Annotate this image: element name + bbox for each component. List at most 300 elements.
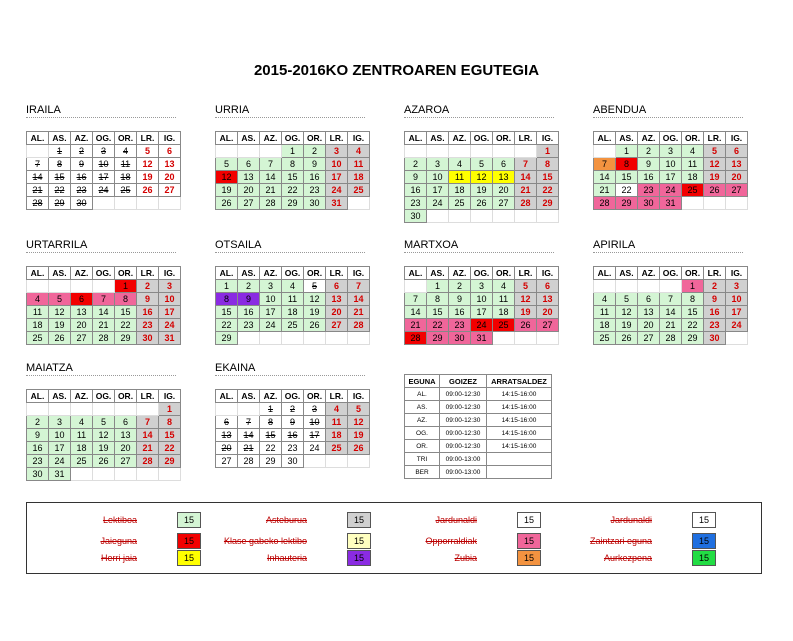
weekday-header: AS. [616,267,638,280]
day-cell: 21 [260,184,282,197]
day-cell: 12 [704,158,726,171]
month-table [404,266,559,345]
day-cell: 24 [159,319,181,332]
day-cell: 16 [449,306,471,319]
schedule-cell: 09:00-12:30 [440,427,487,440]
day-cell: 2 [304,145,326,158]
day-cell: 27 [537,319,559,332]
day-cell: 20 [71,319,93,332]
empty-cell [427,145,449,158]
day-cell: 2 [238,280,260,293]
day-cell: 11 [493,293,515,306]
weekday-header: LR. [137,390,159,403]
day-cell: 6 [238,158,260,171]
weekday-header: AL. [594,267,616,280]
day-cell: 3 [427,158,449,171]
day-cell: 21 [594,184,616,197]
weekday-header: AZ. [449,267,471,280]
day-cell: 7 [348,280,370,293]
day-cell: 13 [238,171,260,184]
legend-swatch: 15 [347,512,371,528]
day-cell: 10 [427,171,449,184]
legend-label: Herri jaia [100,553,137,563]
month-name: ABENDUA [593,103,743,118]
day-cell: 11 [449,171,471,184]
empty-cell [260,332,282,345]
day-cell: 19 [216,184,238,197]
day-cell: 4 [115,145,137,158]
empty-cell [27,145,49,158]
day-cell: 24 [427,197,449,210]
weekday-header: OR. [304,267,326,280]
day-cell: 4 [594,293,616,306]
day-cell: 13 [159,158,181,171]
day-cell: 23 [304,184,326,197]
day-cell: 31 [660,197,682,210]
day-cell: 29 [216,332,238,345]
day-cell: 15 [537,171,559,184]
day-cell: 3 [260,280,282,293]
empty-cell [238,332,260,345]
day-cell: 15 [159,429,181,442]
schedule-cell: 09:00-12:30 [440,414,487,427]
day-cell: 5 [704,145,726,158]
day-cell: 18 [682,171,704,184]
day-cell: 11 [27,306,49,319]
day-cell: 7 [660,293,682,306]
empty-cell [216,403,238,416]
month-urria [215,103,375,210]
day-cell: 5 [515,280,537,293]
legend-label: Jardunaldi [610,515,652,525]
schedule-cell: AS. [405,401,440,414]
month-name: AZAROA [404,103,554,118]
weekday-header: LR. [515,132,537,145]
schedule-cell: 14:15-16:00 [487,414,552,427]
day-cell: 9 [638,158,660,171]
day-cell: 27 [159,184,181,197]
day-cell: 10 [93,158,115,171]
day-cell: 24 [49,455,71,468]
day-cell: 28 [93,332,115,345]
schedule-cell: 14:15-16:00 [487,427,552,440]
day-cell: 17 [471,306,493,319]
day-cell: 13 [638,306,660,319]
day-cell: 14 [515,171,537,184]
weekday-header: AL. [216,132,238,145]
weekday-header: OG. [282,132,304,145]
day-cell: 5 [216,158,238,171]
weekday-header: OG. [660,267,682,280]
schedule-cell: BER [405,466,440,479]
empty-cell [282,332,304,345]
empty-cell [115,468,137,481]
day-cell: 3 [726,280,748,293]
day-cell: 3 [304,403,326,416]
day-cell: 8 [616,158,638,171]
empty-cell [137,468,159,481]
day-cell: 22 [282,184,304,197]
day-cell: 30 [304,197,326,210]
day-cell: 4 [493,280,515,293]
schedule-cell: 09:00-12:30 [440,440,487,453]
day-cell: 11 [115,158,137,171]
weekday-header: AS. [238,132,260,145]
day-cell: 16 [71,171,93,184]
empty-cell [216,145,238,158]
weekday-header: OR. [115,267,137,280]
schedule-cell: 09:00-12:30 [440,401,487,414]
day-cell: 12 [616,306,638,319]
empty-cell [49,403,71,416]
day-cell: 26 [93,455,115,468]
schedule-cell: TRI [405,453,440,466]
day-cell: 16 [638,171,660,184]
day-cell: 7 [238,416,260,429]
day-cell: 26 [216,197,238,210]
day-cell: 9 [137,293,159,306]
weekday-header: AS. [49,390,71,403]
empty-cell [304,332,326,345]
day-cell: 11 [594,306,616,319]
day-cell: 13 [326,293,348,306]
day-cell: 20 [216,442,238,455]
schedule-cell [487,466,552,479]
day-cell: 15 [682,306,704,319]
month-table [404,131,559,223]
weekday-header: AS. [427,132,449,145]
day-cell: 16 [282,429,304,442]
day-cell: 22 [682,319,704,332]
month-table [26,266,181,345]
weekday-header: OR. [115,390,137,403]
weekday-header: AS. [616,132,638,145]
day-cell: 26 [348,442,370,455]
day-cell: 17 [93,171,115,184]
day-cell: 7 [405,293,427,306]
day-cell: 20 [238,184,260,197]
day-cell: 6 [216,416,238,429]
day-cell: 7 [27,158,49,171]
day-cell: 16 [27,442,49,455]
day-cell: 26 [704,184,726,197]
weekday-header: LR. [137,132,159,145]
day-cell: 20 [537,306,559,319]
day-cell: 9 [405,171,427,184]
day-cell: 1 [282,145,304,158]
month-otsaila [215,238,375,345]
empty-cell [449,210,471,223]
day-cell: 6 [493,158,515,171]
empty-cell [115,403,137,416]
day-cell: 24 [260,319,282,332]
day-cell: 1 [537,145,559,158]
weekday-header: AL. [27,132,49,145]
day-cell: 21 [137,442,159,455]
day-cell: 17 [49,442,71,455]
weekday-header: AS. [49,267,71,280]
day-cell: 28 [348,319,370,332]
month-name: IRAILA [26,103,176,118]
weekday-header: OG. [93,267,115,280]
day-cell: 15 [115,306,137,319]
empty-cell [348,332,370,345]
weekday-header: OR. [493,132,515,145]
weekday-header: AL. [405,132,427,145]
day-cell: 27 [493,197,515,210]
day-cell: 18 [326,429,348,442]
day-cell: 19 [348,429,370,442]
day-cell: 28 [515,197,537,210]
day-cell: 21 [515,184,537,197]
schedule-cell: 14:15-16:00 [487,440,552,453]
day-cell: 12 [304,293,326,306]
day-cell: 18 [449,184,471,197]
empty-cell [515,210,537,223]
empty-cell [405,145,427,158]
day-cell: 29 [537,197,559,210]
day-cell: 7 [260,158,282,171]
day-cell: 22 [159,442,181,455]
legend-swatch: 15 [692,533,716,549]
day-cell: 3 [326,145,348,158]
empty-cell [493,145,515,158]
weekday-header: IG. [348,132,370,145]
legend-swatch: 15 [517,533,541,549]
day-cell: 31 [326,197,348,210]
month-ekaina [215,361,375,468]
day-cell: 22 [427,319,449,332]
empty-cell [137,403,159,416]
day-cell: 12 [471,171,493,184]
month-table [593,131,748,210]
schedule-cell: 14:15-16:00 [487,401,552,414]
day-cell: 14 [348,293,370,306]
empty-cell [27,403,49,416]
legend-label: Klase gabeko lektibo [223,536,307,546]
weekday-header: LR. [137,267,159,280]
day-cell: 25 [115,184,137,197]
day-cell: 1 [616,145,638,158]
day-cell: 27 [326,319,348,332]
day-cell: 9 [238,293,260,306]
day-cell: 9 [304,158,326,171]
day-cell: 19 [515,306,537,319]
day-cell: 23 [449,319,471,332]
month-table [26,131,181,210]
weekday-header: AL. [216,390,238,403]
day-cell: 16 [304,171,326,184]
day-cell: 28 [137,455,159,468]
empty-cell [326,332,348,345]
day-cell: 10 [49,429,71,442]
day-cell: 5 [348,403,370,416]
day-cell: 25 [594,332,616,345]
day-cell: 16 [137,306,159,319]
day-cell: 2 [27,416,49,429]
day-cell: 26 [471,197,493,210]
day-cell: 25 [326,442,348,455]
empty-cell [638,280,660,293]
legend-label: Jaieguna [100,536,137,546]
day-cell: 14 [260,171,282,184]
day-cell: 13 [493,171,515,184]
day-cell: 21 [93,319,115,332]
weekday-header: OG. [93,390,115,403]
day-cell: 21 [238,442,260,455]
day-cell: 26 [515,319,537,332]
day-cell: 8 [159,416,181,429]
weekday-header: IG. [348,390,370,403]
day-cell: 31 [159,332,181,345]
day-cell: 4 [282,280,304,293]
day-cell: 19 [704,171,726,184]
weekday-header: LR. [704,267,726,280]
month-table [215,389,370,468]
day-cell: 25 [282,319,304,332]
day-cell: 21 [27,184,49,197]
day-cell: 25 [71,455,93,468]
schedule-header: ARRATSALDEZ [487,375,552,388]
month-name: MARTXOA [404,238,554,253]
day-cell: 20 [115,442,137,455]
legend-swatch: 15 [692,550,716,566]
day-cell: 1 [49,145,71,158]
day-cell: 1 [115,280,137,293]
day-cell: 5 [49,293,71,306]
day-cell: 12 [348,416,370,429]
day-cell: 24 [326,184,348,197]
day-cell: 10 [726,293,748,306]
day-cell: 31 [49,468,71,481]
legend-swatch: 15 [177,533,201,549]
day-cell: 7 [93,293,115,306]
day-cell: 24 [304,442,326,455]
day-cell: 4 [682,145,704,158]
empty-cell [726,197,748,210]
empty-cell [537,210,559,223]
month-name: OTSAILA [215,238,365,253]
day-cell: 6 [115,416,137,429]
day-cell: 16 [238,306,260,319]
day-cell: 30 [405,210,427,223]
empty-cell [594,280,616,293]
weekday-header: AL. [216,267,238,280]
day-cell: 12 [515,293,537,306]
empty-cell [238,145,260,158]
weekday-header: OR. [304,390,326,403]
day-cell: 2 [704,280,726,293]
day-cell: 20 [159,171,181,184]
weekday-header: OR. [304,132,326,145]
empty-cell [726,332,748,345]
weekday-header: AL. [405,267,427,280]
day-cell: 30 [71,197,93,210]
day-cell: 9 [704,293,726,306]
day-cell: 17 [427,184,449,197]
day-cell: 31 [471,332,493,345]
empty-cell [660,280,682,293]
empty-cell [137,197,159,210]
day-cell: 7 [594,158,616,171]
day-cell: 9 [449,293,471,306]
day-cell: 17 [304,429,326,442]
legend [26,502,762,574]
day-cell: 14 [660,306,682,319]
weekday-header: AS. [49,132,71,145]
legend-label: Inhauteria [266,553,307,563]
empty-cell [515,145,537,158]
day-cell: 23 [238,319,260,332]
day-cell: 18 [493,306,515,319]
day-cell: 16 [405,184,427,197]
day-cell: 18 [594,319,616,332]
day-cell: 25 [27,332,49,345]
legend-label: Lektiboa [102,515,137,525]
day-cell: 23 [71,184,93,197]
month-table [215,266,370,345]
weekday-header: LR. [326,132,348,145]
legend-swatch: 15 [347,533,371,549]
day-cell: 29 [427,332,449,345]
day-cell: 2 [137,280,159,293]
empty-cell [515,332,537,345]
weekday-header: LR. [515,267,537,280]
empty-cell [493,210,515,223]
day-cell: 15 [260,429,282,442]
day-cell: 18 [27,319,49,332]
day-cell: 23 [282,442,304,455]
day-cell: 8 [216,293,238,306]
day-cell: 2 [405,158,427,171]
legend-swatch: 15 [347,550,371,566]
empty-cell [449,145,471,158]
day-cell: 1 [159,403,181,416]
day-cell: 21 [348,306,370,319]
day-cell: 17 [660,171,682,184]
weekday-header: AZ. [71,267,93,280]
day-cell: 17 [726,306,748,319]
day-cell: 27 [238,197,260,210]
month-table [26,389,181,481]
weekday-header: OG. [471,267,493,280]
day-cell: 9 [282,416,304,429]
empty-cell [616,280,638,293]
day-cell: 13 [537,293,559,306]
day-cell: 15 [282,171,304,184]
weekday-header: IG. [726,267,748,280]
day-cell: 18 [71,442,93,455]
day-cell: 29 [115,332,137,345]
legend-swatch: 15 [517,550,541,566]
day-cell: 6 [326,280,348,293]
day-cell: 18 [282,306,304,319]
weekday-header: AS. [427,267,449,280]
day-cell: 28 [594,197,616,210]
weekday-header: IG. [159,267,181,280]
day-cell: 18 [348,171,370,184]
weekday-header: IG. [348,267,370,280]
day-cell: 7 [515,158,537,171]
empty-cell [27,280,49,293]
month-martxoa [404,238,564,345]
day-cell: 22 [49,184,71,197]
day-cell: 29 [159,455,181,468]
day-cell: 5 [93,416,115,429]
day-cell: 30 [638,197,660,210]
day-cell: 18 [115,171,137,184]
weekday-header: OG. [282,390,304,403]
